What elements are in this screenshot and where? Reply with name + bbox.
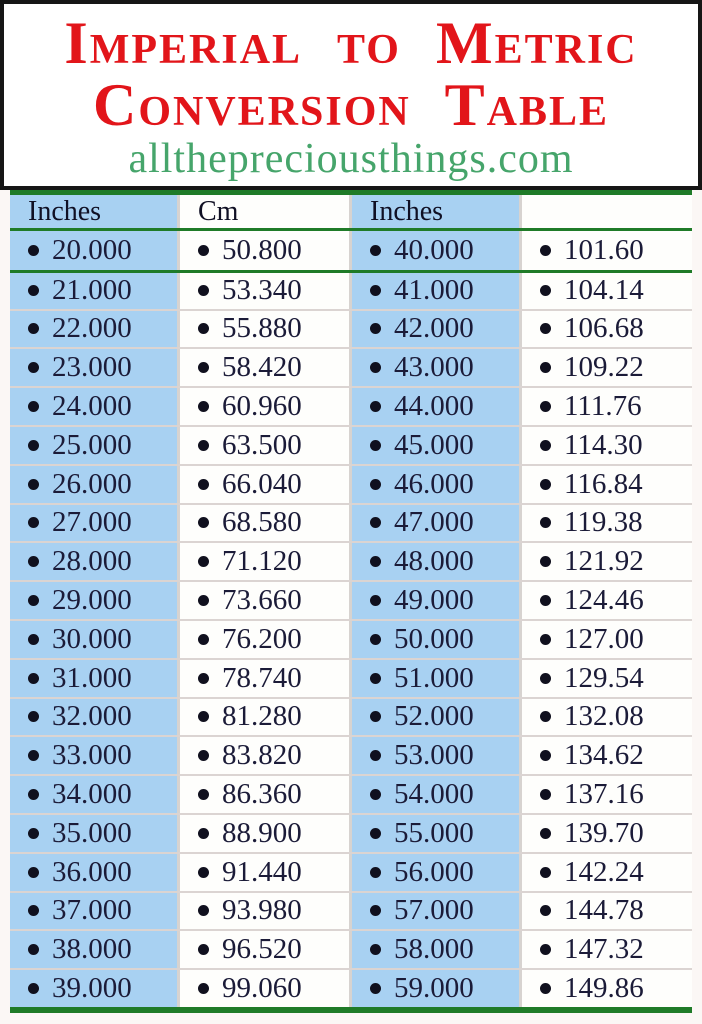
table-cell xyxy=(519,505,692,542)
cell-value: 21.000 xyxy=(52,274,132,307)
bullet-icon xyxy=(28,944,39,955)
table-cell xyxy=(519,737,692,774)
cell-value: 51.000 xyxy=(394,661,474,694)
cell-value: 78.740 xyxy=(222,661,302,694)
bullet-icon xyxy=(28,517,39,528)
cell-value: 86.360 xyxy=(222,778,302,811)
column-header-label: Cm xyxy=(198,195,239,227)
cell-value: 142.24 xyxy=(564,855,644,888)
bullet-icon xyxy=(370,634,381,645)
cell-value: 52.000 xyxy=(394,700,474,733)
cell-value: 124.46 xyxy=(564,584,644,617)
bullet-icon xyxy=(540,673,551,684)
bullet-icon xyxy=(370,711,381,722)
bullet-icon xyxy=(370,595,381,606)
column-header-inches xyxy=(349,195,519,228)
cell-value: 73.660 xyxy=(222,584,302,617)
cell-value: 96.520 xyxy=(222,933,302,966)
bullet-icon xyxy=(28,595,39,606)
bullet-icon xyxy=(28,983,39,994)
table-cell xyxy=(10,931,177,968)
table-cell xyxy=(519,699,692,736)
bullet-icon xyxy=(540,440,551,451)
bullet-icon xyxy=(370,983,381,994)
bullet-icon xyxy=(28,323,39,334)
bullet-icon xyxy=(198,673,209,684)
table-cell xyxy=(177,505,349,542)
cell-value: 137.16 xyxy=(564,778,644,811)
cell-value: 132.08 xyxy=(564,700,644,733)
bullet-icon xyxy=(28,634,39,645)
cell-value: 71.120 xyxy=(222,545,302,578)
table-cell xyxy=(177,660,349,697)
table-row xyxy=(10,464,692,503)
page-title-line-1: Imperial to Metric xyxy=(64,10,638,76)
table-cell xyxy=(349,231,519,270)
table-row xyxy=(10,580,692,619)
table-cell xyxy=(177,231,349,270)
cell-value: 35.000 xyxy=(52,816,132,849)
cell-value: 40.000 xyxy=(394,233,474,266)
cell-value: 39.000 xyxy=(52,972,132,1005)
cell-value: 99.060 xyxy=(222,972,302,1005)
cell-value: 66.040 xyxy=(222,467,302,500)
bullet-icon xyxy=(28,401,39,412)
bullet-icon xyxy=(540,285,551,296)
table-cell xyxy=(519,776,692,813)
table-row xyxy=(10,309,692,348)
cell-value: 76.200 xyxy=(222,622,302,655)
table-cell xyxy=(519,311,692,348)
cell-value: 63.500 xyxy=(222,428,302,461)
bullet-icon xyxy=(198,828,209,839)
cell-value: 31.000 xyxy=(52,661,132,694)
bullet-icon xyxy=(540,944,551,955)
bullet-icon xyxy=(370,867,381,878)
cell-value: 49.000 xyxy=(394,584,474,617)
table-cell xyxy=(177,776,349,813)
bullet-icon xyxy=(370,673,381,684)
table-cell xyxy=(10,660,177,697)
bullet-icon xyxy=(370,556,381,567)
cell-value: 57.000 xyxy=(394,894,474,927)
bullet-icon xyxy=(540,323,551,334)
bullet-icon xyxy=(370,944,381,955)
table-cell xyxy=(10,427,177,464)
table-cell xyxy=(10,699,177,736)
page-title-line-2: Conversion Table xyxy=(92,72,610,138)
cell-value: 29.000 xyxy=(52,584,132,617)
bullet-icon xyxy=(540,634,551,645)
bullet-icon xyxy=(540,828,551,839)
cell-value: 28.000 xyxy=(52,545,132,578)
table-cell xyxy=(10,311,177,348)
bullet-icon xyxy=(198,711,209,722)
table-cell xyxy=(349,893,519,930)
table-header-row xyxy=(10,195,692,228)
table-row xyxy=(10,813,692,852)
cell-value: 68.580 xyxy=(222,506,302,539)
table-row xyxy=(10,425,692,464)
table-cell xyxy=(349,466,519,503)
cell-value: 149.86 xyxy=(564,972,644,1005)
table-cell xyxy=(177,466,349,503)
table-cell xyxy=(10,543,177,580)
bullet-icon xyxy=(198,401,209,412)
cell-value: 58.000 xyxy=(394,933,474,966)
cell-value: 33.000 xyxy=(52,739,132,772)
cell-value: 30.000 xyxy=(52,622,132,655)
cell-value: 50.800 xyxy=(222,233,302,266)
table-bottom-divider xyxy=(10,1007,692,1013)
table-cell xyxy=(519,815,692,852)
bullet-icon xyxy=(370,750,381,761)
table-row xyxy=(10,503,692,542)
table-row xyxy=(10,774,692,813)
bullet-icon xyxy=(198,905,209,916)
table-cell xyxy=(177,737,349,774)
table-cell xyxy=(177,854,349,891)
bullet-icon xyxy=(198,595,209,606)
table-cell xyxy=(177,621,349,658)
cell-value: 147.32 xyxy=(564,933,644,966)
cell-value: 81.280 xyxy=(222,700,302,733)
bullet-icon xyxy=(540,789,551,800)
table-row xyxy=(10,697,692,736)
bullet-icon xyxy=(198,517,209,528)
cell-value: 44.000 xyxy=(394,390,474,423)
cell-value: 48.000 xyxy=(394,545,474,578)
cell-value: 27.000 xyxy=(52,506,132,539)
cell-value: 41.000 xyxy=(394,274,474,307)
table-cell xyxy=(519,427,692,464)
cell-value: 104.14 xyxy=(564,274,644,307)
table-cell xyxy=(177,273,349,309)
table-cell xyxy=(177,311,349,348)
table-cell xyxy=(349,505,519,542)
table-cell xyxy=(177,815,349,852)
cell-value: 22.000 xyxy=(52,312,132,345)
table-cell xyxy=(177,970,349,1007)
cell-value: 127.00 xyxy=(564,622,644,655)
bullet-icon xyxy=(540,867,551,878)
bullet-icon xyxy=(28,479,39,490)
bullet-icon xyxy=(28,711,39,722)
table-row xyxy=(10,852,692,891)
table-body xyxy=(10,231,692,1007)
table-cell xyxy=(177,349,349,386)
bullet-icon xyxy=(198,867,209,878)
bullet-icon xyxy=(198,440,209,451)
bullet-icon xyxy=(370,285,381,296)
bullet-icon xyxy=(198,789,209,800)
cell-value: 55.000 xyxy=(394,816,474,849)
cell-value: 53.000 xyxy=(394,739,474,772)
bullet-icon xyxy=(28,750,39,761)
table-cell xyxy=(10,231,177,270)
bullet-icon xyxy=(370,323,381,334)
website-link[interactable]: allthepreciousthings.com xyxy=(128,136,574,182)
bullet-icon xyxy=(540,517,551,528)
bullet-icon xyxy=(370,828,381,839)
cell-value: 109.22 xyxy=(564,351,644,384)
cell-value: 42.000 xyxy=(394,312,474,345)
bullet-icon xyxy=(370,517,381,528)
bullet-icon xyxy=(540,401,551,412)
bullet-icon xyxy=(198,983,209,994)
cell-value: 53.340 xyxy=(222,274,302,307)
table-row xyxy=(10,270,692,309)
table-cell xyxy=(519,273,692,309)
table-cell xyxy=(519,231,692,270)
cell-value: 88.900 xyxy=(222,816,302,849)
table-cell xyxy=(10,776,177,813)
bullet-icon xyxy=(28,867,39,878)
cell-value: 134.62 xyxy=(564,739,644,772)
table-cell xyxy=(349,776,519,813)
table-cell xyxy=(519,582,692,619)
bullet-icon xyxy=(28,440,39,451)
cell-value: 38.000 xyxy=(52,933,132,966)
table-cell xyxy=(349,273,519,309)
table-cell xyxy=(349,582,519,619)
table-cell xyxy=(349,815,519,852)
bullet-icon xyxy=(540,556,551,567)
cell-value: 121.92 xyxy=(564,545,644,578)
bullet-icon xyxy=(370,245,381,256)
bullet-icon xyxy=(540,479,551,490)
table-cell xyxy=(349,543,519,580)
cell-value: 50.000 xyxy=(394,622,474,655)
table-row xyxy=(10,541,692,580)
bullet-icon xyxy=(28,245,39,256)
table-cell xyxy=(519,893,692,930)
bullet-icon xyxy=(370,789,381,800)
table-cell xyxy=(349,737,519,774)
bullet-icon xyxy=(370,362,381,373)
bullet-icon xyxy=(370,401,381,412)
cell-value: 54.000 xyxy=(394,778,474,811)
cell-value: 24.000 xyxy=(52,390,132,423)
bullet-icon xyxy=(28,828,39,839)
column-header-cm xyxy=(177,195,349,228)
table-cell xyxy=(10,970,177,1007)
bullet-icon xyxy=(198,634,209,645)
table-row xyxy=(10,735,692,774)
cell-value: 111.76 xyxy=(564,390,642,423)
table-cell xyxy=(177,699,349,736)
bullet-icon xyxy=(28,789,39,800)
table-cell xyxy=(519,970,692,1007)
table-row xyxy=(10,929,692,968)
table-cell xyxy=(10,854,177,891)
table-row xyxy=(10,658,692,697)
table-cell xyxy=(349,970,519,1007)
cell-value: 45.000 xyxy=(394,428,474,461)
table-cell xyxy=(519,931,692,968)
conversion-table xyxy=(10,190,692,1013)
bullet-icon xyxy=(540,711,551,722)
column-header-label: Inches xyxy=(28,195,102,227)
cell-value: 139.70 xyxy=(564,816,644,849)
column-header-inches xyxy=(10,195,177,228)
table-cell xyxy=(349,699,519,736)
bullet-icon xyxy=(28,362,39,373)
bullet-icon xyxy=(540,905,551,916)
bullet-icon xyxy=(198,556,209,567)
table-cell xyxy=(519,388,692,425)
cell-value: 55.880 xyxy=(222,312,302,345)
bullet-icon xyxy=(28,556,39,567)
bullet-icon xyxy=(198,944,209,955)
cell-value: 43.000 xyxy=(394,351,474,384)
bullet-icon xyxy=(198,285,209,296)
cell-value: 25.000 xyxy=(52,428,132,461)
cell-value: 106.68 xyxy=(564,312,644,345)
header-box xyxy=(0,0,702,190)
table-cell xyxy=(519,543,692,580)
cell-value: 47.000 xyxy=(394,506,474,539)
table-cell xyxy=(349,349,519,386)
table-cell xyxy=(349,660,519,697)
table-cell xyxy=(10,388,177,425)
table-cell xyxy=(349,931,519,968)
cell-value: 56.000 xyxy=(394,855,474,888)
bullet-icon xyxy=(28,285,39,296)
bullet-icon xyxy=(198,245,209,256)
table-cell xyxy=(177,931,349,968)
table-cell xyxy=(349,854,519,891)
cell-value: 20.000 xyxy=(52,233,132,266)
table-cell xyxy=(10,505,177,542)
cell-value: 83.820 xyxy=(222,739,302,772)
bullet-icon xyxy=(540,245,551,256)
bullet-icon xyxy=(198,362,209,373)
bullet-icon xyxy=(370,905,381,916)
table-cell xyxy=(177,582,349,619)
bullet-icon xyxy=(370,440,381,451)
bullet-icon xyxy=(28,673,39,684)
bullet-icon xyxy=(198,323,209,334)
table-cell xyxy=(519,621,692,658)
table-cell xyxy=(519,854,692,891)
table-cell xyxy=(10,737,177,774)
cell-value: 119.38 xyxy=(564,506,643,539)
table-cell xyxy=(349,427,519,464)
table-row xyxy=(10,968,692,1007)
column-header-empty xyxy=(519,195,692,228)
bullet-icon xyxy=(198,750,209,761)
cell-value: 129.54 xyxy=(564,661,644,694)
column-header-label: Inches xyxy=(370,195,444,227)
table-cell xyxy=(519,349,692,386)
bullet-icon xyxy=(370,479,381,490)
cell-value: 60.960 xyxy=(222,390,302,423)
table-cell xyxy=(10,815,177,852)
table-cell xyxy=(177,388,349,425)
table-cell xyxy=(10,273,177,309)
table-row xyxy=(10,231,692,270)
cell-value: 46.000 xyxy=(394,467,474,500)
table-cell xyxy=(519,660,692,697)
bullet-icon xyxy=(540,362,551,373)
table-cell xyxy=(10,582,177,619)
bullet-icon xyxy=(198,479,209,490)
cell-value: 36.000 xyxy=(52,855,132,888)
cell-value: 23.000 xyxy=(52,351,132,384)
cell-value: 59.000 xyxy=(394,972,474,1005)
cell-value: 114.30 xyxy=(564,428,643,461)
cell-value: 37.000 xyxy=(52,894,132,927)
cell-value: 26.000 xyxy=(52,467,132,500)
table-cell xyxy=(10,621,177,658)
table-cell xyxy=(349,388,519,425)
table-cell xyxy=(519,466,692,503)
cell-value: 34.000 xyxy=(52,778,132,811)
bullet-icon xyxy=(540,983,551,994)
table-cell xyxy=(10,893,177,930)
table-cell xyxy=(349,621,519,658)
bullet-icon xyxy=(540,595,551,606)
cell-value: 91.440 xyxy=(222,855,302,888)
table-row xyxy=(10,347,692,386)
cell-value: 116.84 xyxy=(564,467,643,500)
cell-value: 101.60 xyxy=(564,233,644,266)
table-cell xyxy=(177,893,349,930)
table-row xyxy=(10,619,692,658)
table-cell xyxy=(10,349,177,386)
cell-value: 144.78 xyxy=(564,894,644,927)
bullet-icon xyxy=(540,750,551,761)
table-row xyxy=(10,891,692,930)
table-row xyxy=(10,386,692,425)
cell-value: 93.980 xyxy=(222,894,302,927)
bullet-icon xyxy=(28,905,39,916)
cell-value: 32.000 xyxy=(52,700,132,733)
table-cell xyxy=(349,311,519,348)
table-cell xyxy=(177,543,349,580)
table-cell xyxy=(10,466,177,503)
table-cell xyxy=(177,427,349,464)
cell-value: 58.420 xyxy=(222,351,302,384)
